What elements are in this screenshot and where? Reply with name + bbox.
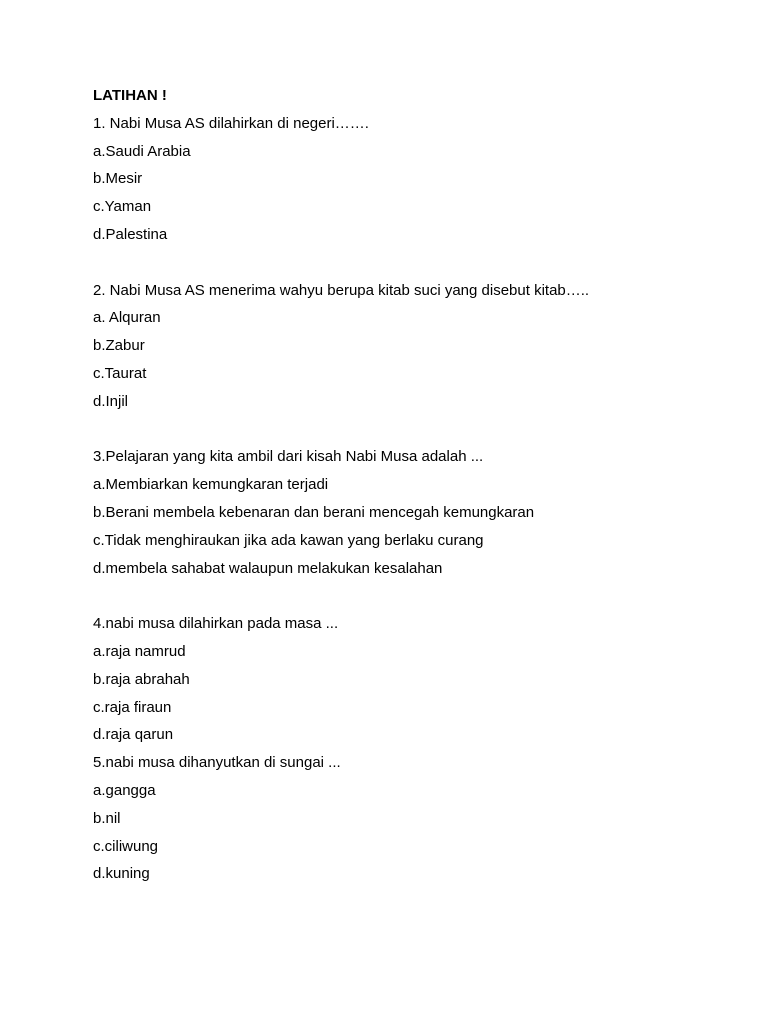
answer-option: d.kuning [93,865,150,883]
answer-option: b.Zabur [93,337,145,355]
question-text: 1. Nabi Musa AS dilahirkan di negeri……. [93,114,369,132]
exercise-title: LATIHAN ! [93,87,167,104]
answer-option: c.Yaman [93,198,152,216]
question-text: 2. Nabi Musa AS menerima wahyu berupa kitab suci yang disebut kitab….. [93,281,590,299]
answer-option: a.gangga [93,781,156,799]
blank-line [93,420,713,448]
question-text: 5.nabi musa dihanyutkan di sungai ... [93,754,341,772]
answer-option: d.Injil [93,392,129,410]
answer-option: d.membela sahabat walaupun melakukan kesalahan [93,559,443,577]
answer-option: a.Saudi Arabia [93,142,191,160]
question-block-2 [93,281,713,412]
answer-option: c.ciliwung [93,837,159,855]
exercise-content [93,86,713,892]
answer-option: c.Taurat [93,364,147,382]
question-block-1 [93,114,713,245]
blank-line [93,586,713,614]
blank-line [93,253,713,281]
question-text: 3.Pelajaran yang kita ambil dari kisah Nabi Musa adalah ... [93,448,484,466]
answer-option: a.Membiarkan kemungkaran terjadi [93,476,329,494]
answer-option: b.raja abrahah [93,670,190,688]
question-block-5 [93,753,713,884]
answer-option: c.raja firaun [93,698,172,716]
answer-option: b.Berani membela kebenaran dan berani mencegah kemungkaran [93,503,535,521]
question-block-4 [93,614,713,745]
question-block-3 [93,447,713,578]
question-text: 4.nabi musa dilahirkan pada masa ... [93,615,339,633]
answer-option: b.nil [93,809,121,827]
answer-option: a.raja namrud [93,642,186,660]
answer-option: d.raja qarun [93,726,174,744]
answer-option: b.Mesir [93,170,143,188]
answer-option: a. Alquran [93,309,161,327]
answer-option: c.Tidak menghiraukan jika ada kawan yang berlaku curang [93,531,484,549]
answer-option: d.Palestina [93,225,168,243]
